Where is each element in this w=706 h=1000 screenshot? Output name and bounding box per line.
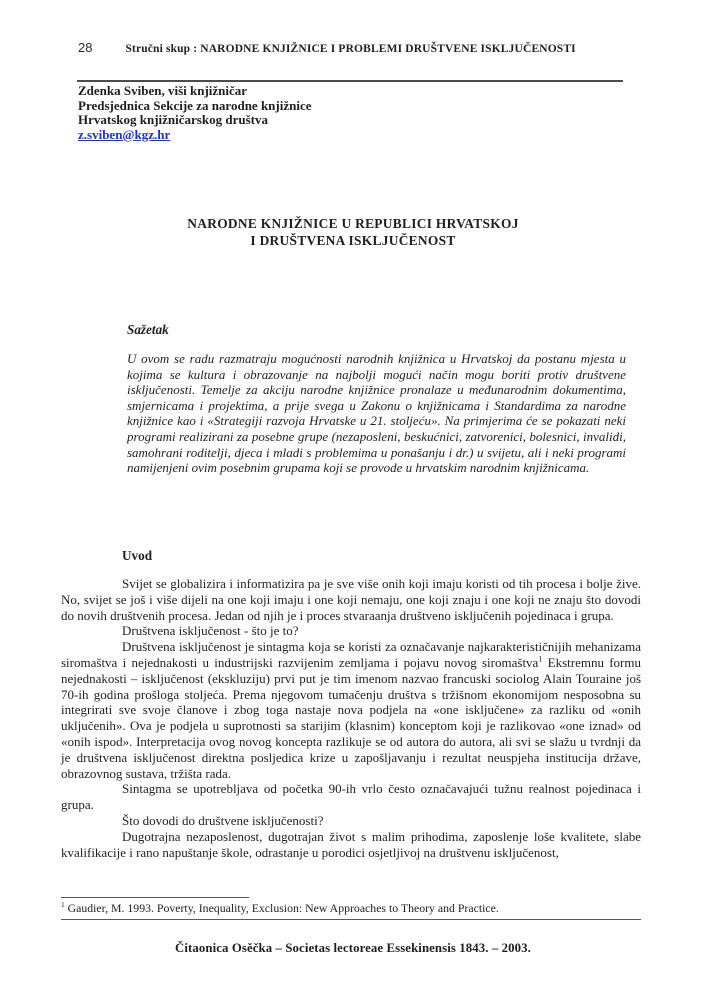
author-name: Zdenka Sviben, viši knjižničar [78,83,248,98]
paragraph-sintagma: Sintagma se upotrebljava od početka 90-ih vrlo često označavajući tužnu realnost pojedinaca i grupa. [61,781,641,813]
author-affiliation: Hrvatskog knjižničarskog društva [78,112,268,128]
article-title [0,215,706,249]
author-role: Predsjednica Sekcije za narodne knjižnice [78,97,312,113]
page-number: 28 [78,40,93,55]
footnote-separator-rule [61,897,249,898]
footnote [61,902,641,915]
body-text [61,576,641,860]
paragraph-question-1: Društvena isključenost - što je to? [122,623,299,639]
paragraph-definition [61,639,641,781]
footnote-reference: 1 [538,654,543,664]
author-block [78,84,312,142]
footnote-marker: 1 [61,900,65,910]
author-email-link[interactable]: z.sviben@kgz.hr [78,126,171,142]
header-rule [77,80,623,82]
article-title-line1: NARODNE KNJIŽNICE U REPUBLICI HRVATSKOJ [187,216,519,231]
running-header [78,40,638,55]
paragraph-intro: Svijet se globalizira i informatizira pa je sve više onih koji imaju koristi od tih procesa i bolje žive. No, svijet se još i više dijeli na one koji imaju i one koji nemaju, one koji znaju i one koji ne znaju što dovodi do novih društvenih procesa. Jedan od njih je i proces stvaraanja društveno isključenih pojedinaca i grupa. [61,576,641,623]
abstract-text: U ovom se radu razmatraju mogućnosti narodnih knjižnica u Hrvatskoj da postanu mjesta u kojima se kultura i obrazovanje na najbolji mogući način mogu boriti protiv društvene isključenosti. Temelje za akciju narodne knjižnice pronalaze u međunarodnim dokumentima, smjernicama i projektima, a prije svega u Zakonu o knjižnicama i Standardima za narodne knjižnice kao i «Strategiji razvoja Hrvatske u 21. stoljeću». Na primjerima će se pokazati neki programi realizirani za posebne grupe (nezaposleni, beskućnici, zatvorenici, bolesnici, invalidi, samohrani roditelji, djeca i mladi s problemima u ponašanju i dr.) u svijetu, ali i neki programi namijenjeni ovim posebnim grupama koji se provode u hrvatskim narodnim knjižnicama. [127,351,626,476]
paragraph-question-2: Što dovodi do društvene isključenosti? [122,812,324,828]
paragraph-causes: Dugotrajna nezaposlenost, dugotrajan život s malim prihodima, zaposlenje loše kvalitete, slabe kvalifikacije i rano napuštanje škole, odrastanje u porodici osjetljivoj na društvenu isključenost, [61,828,641,860]
paragraph-text-before-ref: Društvena isključenost je sintagma koja se koristi za označavanje najkarakterističnijih mehanizama siromaštva i nejednakosti u industrijski razvijenim zemljama i pojavu novog siromaštva [61,639,641,670]
footer-rule [61,919,641,920]
article-title-line2: I DRUŠTVENA ISKLJUČENOST [250,233,456,248]
paragraph-text-after-ref: Ekstremnu formu nejednakosti – isključenost (ekskluziju) prvi put je tim imenom nazvao francuski sociolog Alain Touraine još 70-ih godina prošloga stoljeća. Prema njegovom tumačenju društva s tržišnom ekonomijom nesposobna su integrirati sve svoje članove i zbog toga nastaje nova podjela na «one isključene» za razliku od «onih uključenih». Ova je podjela u suprotnosti sa starijim (klasnim) konceptom koji je razlikovao «one iznad» od «onih ispod». Interpretacija ovog novog koncepta razlikuje se od autora do autora, ali svi se slažu u tvrdnji da je društvena isključenost direktna posljedica krize u zapošljavanju i rezultat neuspjeha institucija države, obrazovnog sustava, tržišta rada. [61,654,642,781]
page-footer: Čitaonica Osěčka – Societas lectoreae Essekinensis 1843. – 2003. [175,941,531,955]
section-heading-uvod: Uvod [122,548,153,563]
abstract-heading: Sažetak [127,322,169,337]
running-title: Stručni skup : NARODNE KNJIŽNICE I PROBLEMI DRUŠTVENE ISKLJUČENOSTI [125,43,576,55]
footnote-text: Gaudier, M. 1993. Poverty, Inequality, Exclusion: New Approaches to Theory and Practice. [64,901,499,915]
